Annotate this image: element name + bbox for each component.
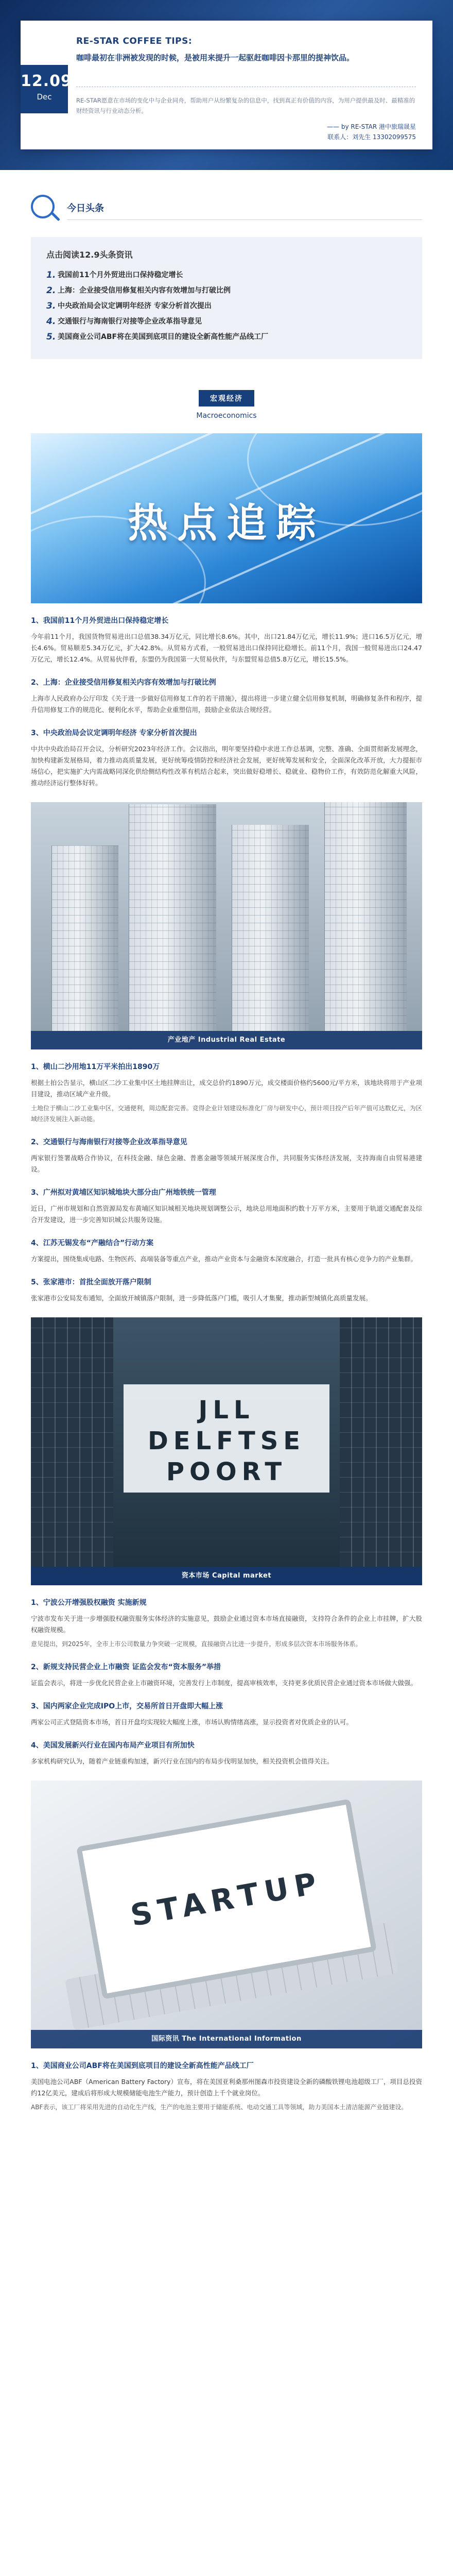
article[interactable] [31, 2048, 422, 2113]
summary-text: 我国前11个月外贸进出口保持稳定增长 [58, 271, 183, 279]
coffee-tips-title: RE-STAR COFFEE TIPS: [76, 36, 193, 46]
summary-list [46, 269, 407, 343]
article-body: 近日，广州市规划和自然资源局发布黄埔区知识城相关地块规划调整公示，地块总用地面积约数十万平方米，主要用于轨道交通配套及综合开发建设，进一步完善知识城公共服务设施。 [31, 1205, 422, 1224]
hero-title: 热点追踪 [127, 500, 325, 547]
article-detail: 土地位于横山二沙工业集中区，交通便利，周边配套完善。竞得企业计划建设标准化厂房与研发中心，预计项目投产后年产值可达数亿元，为区域经济发展注入新动能。 [31, 1105, 422, 1123]
summary-item[interactable] [46, 269, 407, 281]
summary-item[interactable] [46, 285, 407, 296]
sign-text: DELFTSE [147, 1427, 306, 1455]
sign-text: POORT [166, 1458, 287, 1486]
real-estate-photo [31, 802, 422, 1049]
header-card [21, 21, 432, 149]
article-title: 1、我国前11个月外贸进出口保持稳定增长 [31, 617, 169, 625]
article-title: 2、交通银行与海南银行对接等企业改革指导意见 [31, 1138, 187, 1146]
summary-item[interactable] [46, 300, 407, 312]
article[interactable] [31, 1265, 422, 1304]
hot-topic-banner [31, 433, 422, 603]
article[interactable] [31, 1049, 422, 1125]
article-detail: 意见提出，到2025年，全市上市公司数量力争突破一定规模，直接融资占比进一步提升，形成多层次资本市场服务体系。 [31, 1640, 362, 1648]
article[interactable] [31, 665, 422, 716]
article[interactable] [31, 1175, 422, 1226]
photo-caption: 资本市场 Capital market [31, 1567, 422, 1585]
summary-number: 4. [46, 316, 56, 327]
article-body: 宁波市发布关于进一步增强股权融资服务实体经济的实施意见，鼓励企业通过资本市场直接融资，支持符合条件的企业上市挂牌，扩大股权融资规模。 [31, 1615, 422, 1634]
building-shape [129, 804, 216, 1031]
summary-number: 1. [46, 270, 56, 280]
article-title: 1、宁波公开增强股权融资 实施新规 [31, 1599, 147, 1607]
article-body: 证监会表示，将进一步优化民营企业上市融资环境，完善发行上市制度，提高审核效率，支持更多优质民营企业通过资本市场做大做强。 [31, 1679, 417, 1687]
headline-summary [31, 237, 422, 359]
article-title: 3、国内两家企业完成IPO上市，交易所首日开盘即大幅上涨 [31, 1702, 223, 1710]
photo-caption: 产业地产 Industrial Real Estate [31, 1031, 422, 1049]
article-title: 1、横山二沙用地11万平米拍出1890万 [31, 1063, 160, 1071]
photo-caption: 国际资讯 The International Information [31, 2030, 422, 2048]
article-body: 两家银行签署战略合作协议，在科技金融、绿色金融、普惠金融等领域开展深度合作，共同服务实体经济发展，支持海南自由贸易港建设。 [31, 1154, 422, 1173]
article[interactable] [31, 1650, 422, 1689]
article-title: 5、张家港市：首批全面放开落户限制 [31, 1278, 151, 1286]
sign-text: JLL [198, 1396, 255, 1425]
today-header [0, 170, 453, 237]
article[interactable] [31, 603, 422, 665]
building-shape [324, 802, 407, 1031]
article-body: 根据土拍公告显示，横山区二沙工业集中区土地挂牌出让，成交总价约1890万元，成交楼面价格约5600元/平方米，该地块将用于产业项目建设，推动区域产业升级。 [31, 1079, 422, 1098]
article-body: 方案提出，围绕集成电路、生物医药、高端装备等重点产业，推动产业资本与金融资本深度融合，打造一批具有核心竞争力的产业集群。 [31, 1255, 417, 1263]
article-title: 2、上海：企业接受信用修复相关内容有效增加与打破比例 [31, 679, 216, 687]
article[interactable] [31, 1728, 422, 1767]
summary-item[interactable] [46, 316, 407, 327]
building-shape [51, 845, 118, 1031]
building-sign [124, 1384, 329, 1493]
article-title: 3、广州拟对黄埔区知识城地块大部分由广州地铁统一管理 [31, 1189, 216, 1197]
summary-text: 美国商业公司ABF将在美国到底项目的建设全新高性能产品线工厂 [58, 333, 269, 341]
page-footer-space [0, 2113, 453, 2144]
summary-text: 交通银行与海南银行对接等企业改革指导意见 [58, 317, 202, 326]
search-icon [31, 195, 55, 218]
summary-item[interactable] [46, 331, 407, 343]
article-title: 2、新规支持民营企业上市融资 证监会发布“资本服务”举措 [31, 1663, 221, 1671]
section-title-cn: 宏观经济 [199, 390, 254, 406]
contact-line: 联系人：刘先生 13302099575 [327, 133, 416, 141]
date-badge [21, 65, 72, 113]
article-detail: ABF表示，该工厂将采用先进的自动化生产线，生产的电池主要用于储能系统、电动交通工具等领域，助力美国本土清洁能源产业链建设。 [31, 2104, 408, 2111]
article[interactable] [31, 1585, 422, 1650]
screen-text: STARTUP [128, 1865, 325, 1934]
header-banner [0, 0, 453, 170]
summary-text: 中央政治局会议定调明年经济 专家分析首次提出 [58, 302, 212, 310]
section-title-en: Macroeconomics [196, 412, 257, 420]
signature-line: —— by RE-STAR 港中旅瑞晟星 [327, 123, 416, 130]
summary-number: 5. [46, 332, 56, 342]
article[interactable] [31, 1689, 422, 1728]
article-body: 今年前11个月，我国货物贸易进出口总值38.34万亿元，同比增长8.6%。其中，出口21.84万亿元，增长11.9%；进口16.5万亿元，增长4.6%。贸易顺差5.34万亿元，扩大42.8%。从贸易方式看，一般贸易进出口保持同比稳增长。前11个月，我国一般贸易进出口24.47万亿元，增长12.4%。从贸易伙伴看，东盟仍为我国第一大贸易伙伴，与东盟贸易总值5.8万亿元，增长15.5%。 [31, 633, 422, 663]
coffee-tips-text: 咖啡最初在非洲被发现的时候，是被用来提升一起驱赶咖啡因卡那里的提神饮品。 [76, 53, 355, 62]
article[interactable] [31, 1125, 422, 1175]
summary-text: 上海：企业接受信用修复相关内容有效增加与打破比例 [58, 286, 231, 295]
article-title: 3、中央政治局会议定调明年经济 专家分析首次提出 [31, 729, 197, 737]
today-title: 今日头条 [67, 203, 104, 214]
date-day: 12.09 [21, 72, 72, 90]
capital-market-photo [31, 1317, 422, 1585]
article-body: 两家公司正式登陆资本市场，首日开盘均实现较大幅度上涨，市场认购情绪高涨，显示投资者对优质企业的认可。 [31, 1718, 353, 1726]
article-body: 多家机构研究认为，随着产业链重构加速，新兴行业在国内的布局步伐明显加快，相关投资机会值得关注。 [31, 1757, 334, 1765]
summary-number: 2. [46, 285, 56, 296]
article-title: 4、美国发展新兴行业在国内布局产业项目有所加快 [31, 1741, 195, 1750]
building-facade [340, 1317, 422, 1567]
article-body: 张家港市公安局发布通知，全面放开城镇落户限制，进一步降低落户门槛，吸引人才集聚，推动新型城镇化高质量发展。 [31, 1294, 372, 1302]
summary-number: 3. [46, 301, 56, 311]
article-body: 美国电池公司ABF（American Battery Factory）宣布，将在美国亚利桑那州图森市投资建设全新的磷酸铁锂电池超级工厂，项目总投资约12亿美元，建成后将形成大规模储能电池生产能力，预计创造上千个就业岗位。 [31, 2078, 422, 2097]
article-body: 中共中央政治局召开会议，分析研究2023年经济工作。会议指出，明年要坚持稳中求进工作总基调，完整、准确、全面贯彻新发展理念，加快构建新发展格局，着力推动高质量发展，更好统筹疫情防控和经济社会发展，更好统筹发展和安全，全面深化改革开放，大力提振市场信心，把实施扩大内需战略同深化供给侧结构性改革有机结合起来，突出做好稳增长、稳就业、稳物价工作，有效防范化解重大风险，推动经济运行整体好转。 [31, 745, 422, 787]
article-title: 1、美国商业公司ABF将在美国到底项目的建设全新高性能产品线工厂 [31, 2062, 254, 2070]
article-body: 上海市人民政府办公厅印发《关于进一步做好信用修复工作的若干措施》，提出将进一步建立健全信用修复机制，明确修复条件和程序，提升信用修复工作的规范化、便利化水平，帮助企业重塑信用，鼓励企业依法合规经营。 [31, 694, 422, 714]
header-quote: RE-STAR愿意在市场的变化中与企业同舟，帮助用户从纷繁复杂的信息中，找到真正有价值的内容，为用户提供最及时、最精准的财经资讯与行业动态分析。 [76, 97, 415, 114]
article-title: 4、江苏无锡发布“产融结合”行动方案 [31, 1239, 154, 1247]
article[interactable] [31, 1226, 422, 1265]
building-shape [232, 825, 309, 1031]
building-facade [31, 1317, 113, 1567]
article[interactable] [31, 716, 422, 789]
header-signature [327, 122, 416, 143]
date-month: Dec [37, 92, 52, 101]
today-divider [67, 219, 422, 220]
section-header-macro [0, 359, 453, 420]
summary-heading: 点击阅读12.9头条资讯 [46, 250, 133, 260]
international-photo [31, 1781, 422, 2048]
